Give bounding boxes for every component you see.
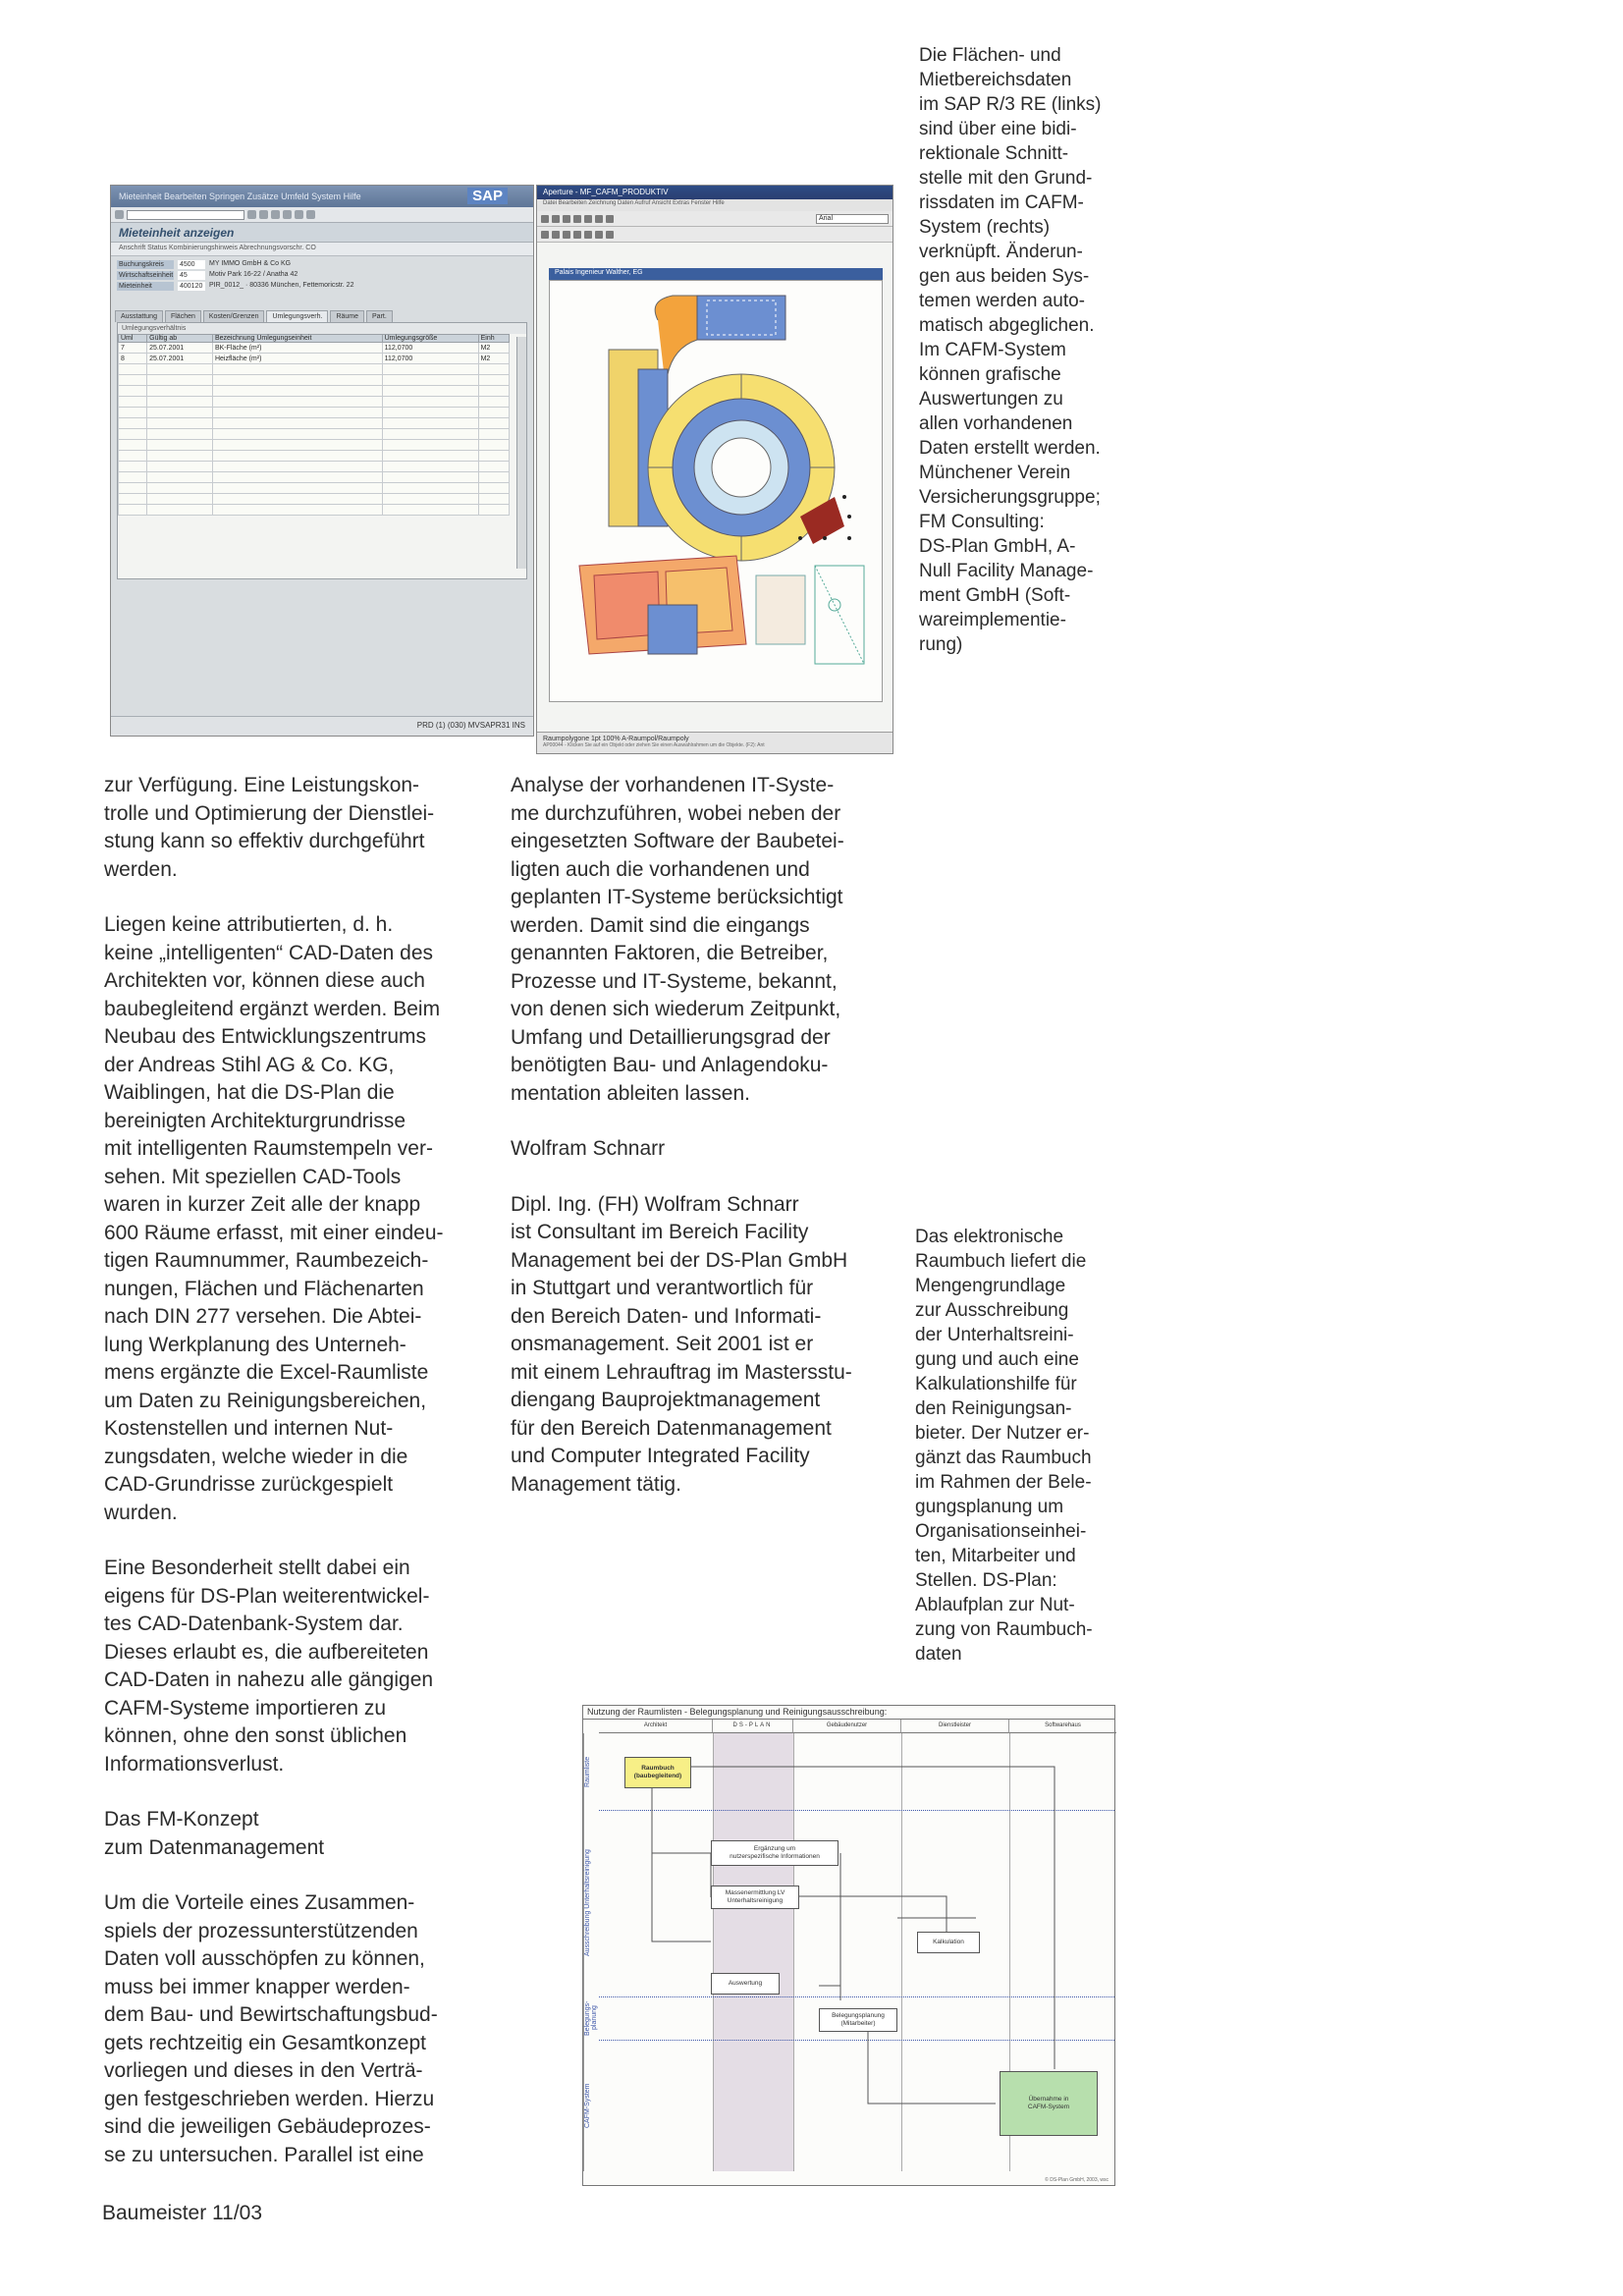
grid-caption: Umlegungsverhältnis bbox=[118, 323, 526, 334]
find-icon bbox=[306, 210, 315, 219]
table-cell bbox=[147, 429, 213, 440]
empty-table-row bbox=[119, 364, 510, 375]
table-cell bbox=[382, 462, 478, 472]
field-text: PIR_0012_ · 80336 München, Fettemoricstr. 22 bbox=[209, 282, 354, 289]
save-icon bbox=[563, 215, 570, 223]
rectangle-icon bbox=[563, 231, 570, 239]
font-dropdown: Arial bbox=[816, 214, 889, 224]
table-cell bbox=[147, 364, 213, 375]
table-cell: 112,0700 bbox=[382, 343, 478, 354]
text-icon bbox=[584, 231, 592, 239]
table-cell: M2 bbox=[478, 354, 510, 364]
field-text: Motiv Park 16-22 / Anatha 42 bbox=[209, 271, 298, 278]
table-cell bbox=[478, 483, 510, 494]
tab-kosten: Kosten/Grenzen bbox=[203, 310, 265, 322]
belegungsplanung-box: Belegungsplanung (Mitarbeiter) bbox=[819, 2008, 897, 2032]
table-cell bbox=[382, 494, 478, 505]
cafm-toolbar bbox=[537, 211, 893, 227]
empty-table-row bbox=[119, 429, 510, 440]
table-cell bbox=[119, 472, 147, 483]
table-cell bbox=[212, 408, 382, 418]
author-name: Wolfram Schnarr bbox=[511, 1137, 666, 1160]
table-cell bbox=[212, 418, 382, 429]
table-cell bbox=[382, 472, 478, 483]
table-cell bbox=[119, 375, 147, 386]
table-cell bbox=[382, 440, 478, 451]
cafm-window-screenshot bbox=[536, 185, 893, 754]
table-cell bbox=[147, 418, 213, 429]
empty-table-row bbox=[119, 483, 510, 494]
flowchart-caption: Das elektronische Raumbuch liefert die Mengengrundlage zur Ausschreibung der Unterhaltsreini- gung und auch eine Kalkulationshilfe für den Reinigungsan- bieter. Der Nutzer er- gänzt das Raumbuch im Rahmen der Bele- gungsplanung um Organisationseinhei- ten, Mitarbeiter und Stellen. DS-Plan: Ablaufplan zur Nut- zung von Raumbuch- daten bbox=[915, 1227, 1093, 1665]
table-cell bbox=[382, 364, 478, 375]
check-icon bbox=[115, 210, 124, 219]
column-header: Einh bbox=[478, 335, 510, 343]
table-cell bbox=[119, 505, 147, 516]
empty-table-row bbox=[119, 505, 510, 516]
sap-status-bar: PRD (1) (030) MVSAPR31 INS bbox=[111, 716, 533, 736]
cut-icon bbox=[584, 215, 592, 223]
back-icon bbox=[259, 210, 268, 219]
table-cell bbox=[382, 483, 478, 494]
drawing-window-title: Palais Ingenieur Walther, EG bbox=[549, 268, 883, 280]
field-label: Wirtschaftseinheit bbox=[119, 272, 174, 279]
raumbuch-box: Raumbuch (baubegleitend) bbox=[624, 1757, 691, 1788]
table-row bbox=[119, 343, 510, 354]
sap-screen-title: Mieteinheit anzeigen bbox=[111, 223, 533, 243]
table-cell bbox=[147, 494, 213, 505]
cafm-drawing-toolbar bbox=[537, 227, 893, 243]
table-cell bbox=[147, 397, 213, 408]
table-cell bbox=[212, 364, 382, 375]
empty-table-row bbox=[119, 494, 510, 505]
field-text: MY IMMO GmbH & Co KG bbox=[209, 260, 292, 267]
table-cell bbox=[382, 429, 478, 440]
table-cell bbox=[212, 505, 382, 516]
command-field bbox=[127, 210, 244, 220]
table-cell bbox=[382, 375, 478, 386]
tab-ausstattung: Ausstattung bbox=[115, 310, 163, 322]
paragraph: zur Verfügung. Eine Leistungskon- trolle und Optimierung der Dienstlei- stung kann so effektiv durchgeführt werden. bbox=[104, 774, 435, 881]
paragraph: Eine Besonderheit stellt dabei ein eigens für DS-Plan weiterentwickel- tes CAD-Datenbank-System dar. Dieses erlaubt es, die aufbereiteten CAD-Daten in nahezu alle gängigen CAFM-Systeme importieren zu können, ohne den sonst üblichen Informationsverlust. bbox=[104, 1557, 434, 1776]
section-heading: Das FM-Konzept zum Datenmanagement bbox=[104, 1808, 325, 1859]
body-column-left bbox=[104, 772, 492, 2197]
column-header: DS-PLAN bbox=[713, 1720, 793, 1733]
table-cell: 25.07.2001 bbox=[147, 343, 213, 354]
new-icon bbox=[541, 215, 549, 223]
table-cell bbox=[478, 494, 510, 505]
status-hint: AP00044 - Klicken Sie auf ein Objekt oder ziehen Sie einen Auswahlrahmen um die Objekte. (F2): Ant bbox=[543, 742, 765, 748]
table-cell bbox=[147, 505, 213, 516]
paste-icon bbox=[606, 215, 614, 223]
cafm-title-bar: Aperture - MF_CAFM_PRODUKTIV bbox=[537, 186, 893, 199]
layer-icon bbox=[595, 231, 603, 239]
table-cell bbox=[382, 386, 478, 397]
screenshot-caption: Die Flächen- und Mietbereichsdaten im SAP R/3 RE (links) sind über eine bidi- rektionale Schnitt- stelle mit den Grund- rissdaten im CAFM- System (rechts) verknüpft. Änderun- gen aus beiden Sys- temen werden auto- matisch abgeglichen. Im CAFM-System können grafische Auswertungen zu allen vorhandenen Daten erstellt werden. Münchener Verein Versicherungsgruppe; FM Consulting: DS-Plan GmbH, A- Null Facility Manage- ment GmbH (Soft- wareimplementie- rung) bbox=[919, 45, 1102, 655]
line-icon bbox=[552, 231, 560, 239]
table-cell bbox=[147, 408, 213, 418]
table-cell bbox=[212, 472, 382, 483]
table-cell bbox=[119, 364, 147, 375]
field-value: 45 bbox=[178, 271, 205, 280]
table-cell bbox=[147, 375, 213, 386]
table-cell bbox=[212, 386, 382, 397]
pointer-icon bbox=[541, 231, 549, 239]
table-cell bbox=[212, 429, 382, 440]
empty-table-row bbox=[119, 472, 510, 483]
table-cell bbox=[478, 472, 510, 483]
cafm-uebernahme-box: Übernahme in CAFM-System bbox=[1000, 2071, 1098, 2136]
table-cell bbox=[119, 440, 147, 451]
table-cell bbox=[382, 451, 478, 462]
column-header: Dienstleister bbox=[901, 1720, 1009, 1733]
ergaenzung-box: Ergänzung um nutzerspezifische Informationen bbox=[711, 1840, 839, 1866]
field-value: 4500 bbox=[178, 260, 205, 269]
massenermittlung-box: Massenermittlung LV Unterhaltsreinigung bbox=[711, 1886, 799, 1909]
table-cell bbox=[478, 462, 510, 472]
print-icon bbox=[573, 215, 581, 223]
table-cell bbox=[147, 386, 213, 397]
table-cell bbox=[119, 429, 147, 440]
sap-logo: SAP bbox=[467, 188, 508, 204]
column-header: Uml bbox=[119, 335, 147, 343]
table-cell bbox=[478, 451, 510, 462]
table-cell bbox=[119, 494, 147, 505]
table-cell bbox=[212, 397, 382, 408]
table-cell bbox=[147, 462, 213, 472]
cafm-status-bar bbox=[537, 732, 893, 753]
table-cell bbox=[478, 364, 510, 375]
floor-plan-drawing bbox=[550, 281, 884, 703]
sap-table-control bbox=[117, 322, 527, 579]
tab-flaechen: Flächen bbox=[165, 310, 201, 322]
table-cell bbox=[382, 397, 478, 408]
sap-menu-bar bbox=[111, 186, 533, 207]
column-header: Softwarehaus bbox=[1009, 1720, 1116, 1733]
table-cell: BK-Fläche (m²) bbox=[212, 343, 382, 354]
open-icon bbox=[552, 215, 560, 223]
lane-label: CAFM-System bbox=[583, 2040, 599, 2171]
empty-table-row bbox=[119, 397, 510, 408]
field-value: 400120 bbox=[178, 282, 205, 291]
zoom-icon bbox=[606, 231, 614, 239]
exit-icon bbox=[271, 210, 280, 219]
table-cell bbox=[147, 451, 213, 462]
table-cell bbox=[212, 451, 382, 462]
polygon-icon bbox=[573, 231, 581, 239]
auswertung-box: Auswertung bbox=[711, 1973, 780, 1995]
sap-window-screenshot bbox=[110, 185, 534, 737]
print-icon bbox=[295, 210, 303, 219]
table-cell bbox=[478, 397, 510, 408]
sap-menu-text: Mieteinheit Bearbeiten Springen Zusätze Umfeld System Hilfe bbox=[119, 191, 361, 201]
column-header: Gebäudenutzer bbox=[793, 1720, 901, 1733]
table-cell: 25.07.2001 bbox=[147, 354, 213, 364]
table-cell bbox=[147, 483, 213, 494]
table-cell bbox=[212, 440, 382, 451]
flowchart-figure bbox=[582, 1705, 1115, 2186]
status-text: Raumpolygone 1pt 100% A-Raumpol/Raumpoly bbox=[543, 736, 689, 742]
empty-table-row bbox=[119, 462, 510, 472]
kalkulation-box: Kalkulation bbox=[917, 1932, 980, 1953]
tab-partner: Part. bbox=[366, 310, 393, 322]
tab-raeume: Räume bbox=[330, 310, 364, 322]
flowchart-title: Nutzung der Raumlisten - Belegungsplanung und Reinigungsausschreibung: bbox=[583, 1706, 1114, 1720]
table-row bbox=[119, 354, 510, 364]
field-label: Mieteinheit bbox=[117, 282, 174, 291]
table-cell bbox=[212, 483, 382, 494]
paragraph: Analyse der vorhandenen IT-Syste- me durchzuführen, wobei neben der eingesetzten Software der Baubetei- ligten auch die vorhandenen und geplanten IT-Systeme berücksichtigt werden. Damit sind die eingangs genannten Faktoren, die Betreiber, Prozesse und IT-Systeme, bekannt, von denen sich wiederum Zeitpunkt, Umfang und Detaillierungsgrad der benötigten Bau- und Anlagendoku- mentation ableiten lassen. bbox=[511, 774, 844, 1105]
table-cell bbox=[478, 429, 510, 440]
paragraph: Liegen keine attributierten, d. h. keine „intelligenten“ CAD-Daten des Architekten vor, können diese auch baubegleitend ergänzt werden. Beim Neubau des Entwicklungszentrums der Andreas Stihl AG & Co. KG, Waiblingen, hat die DS-Plan die bereinigten Architekturgrundrisse mit intelligenten Raumstempeln ver- sehen. Mit speziellen CAD-Tools waren in kurzer Zeit alle der knapp 600 Räume erfasst, mit einer eindeu- tigen Raumnummer, Raumbezeich- nungen, Flächen und Flächenarten nach DIN 277 versehen. Die Abtei- lung Werkplanung des Unterneh- mens ergänzte die Excel-Raumliste um Daten zu Reinigungsbereichen, Kostenstellen und internen Nut- zungsdaten, welche wieder in die CAD-Grundrisse zurückgespielt wurden. bbox=[104, 913, 444, 1524]
table-cell bbox=[382, 505, 478, 516]
empty-table-row bbox=[119, 375, 510, 386]
table-cell bbox=[382, 418, 478, 429]
empty-table-row bbox=[119, 440, 510, 451]
floor-plan-canvas bbox=[549, 280, 883, 702]
lane-label: Ausschreibung Unterhaltsreinigung bbox=[583, 1810, 599, 1996]
lane-label: Belegungs- planung bbox=[583, 1996, 599, 2040]
table-cell bbox=[212, 375, 382, 386]
table-cell bbox=[119, 418, 147, 429]
cancel-icon bbox=[283, 210, 292, 219]
table-cell bbox=[147, 440, 213, 451]
field-label: Buchungskreis bbox=[117, 260, 174, 269]
body-column-right bbox=[511, 772, 903, 1526]
column-header: Bezeichnung Umlegungseinheit bbox=[212, 335, 382, 343]
table-cell bbox=[212, 462, 382, 472]
table-cell: 112,0700 bbox=[382, 354, 478, 364]
tab-umlegung: Umlegungsverh. bbox=[266, 310, 328, 322]
author-bio: Dipl. Ing. (FH) Wolfram Schnarr ist Consultant im Bereich Facility Management bei der DS-Plan GmbH in Stuttgart und verantwortlich für den Bereich Daten- und Informati- onsmanagement. Seit 2001 ist er mit einem Lehrauftrag im Mastersstu- diengang Bauprojektmanagement für den Bereich Datenmanagement und Computer Integrated Facility Management tätig. bbox=[511, 1192, 852, 1496]
table-cell: 8 bbox=[119, 354, 147, 364]
table-scrollbar bbox=[516, 337, 526, 569]
table-cell bbox=[147, 472, 213, 483]
table-cell: M2 bbox=[478, 343, 510, 354]
page-footer: Baumeister 11/03 bbox=[102, 2202, 263, 2224]
table-cell bbox=[119, 483, 147, 494]
umlegung-table bbox=[118, 334, 510, 516]
sap-command-bar bbox=[111, 207, 533, 223]
table-cell bbox=[119, 397, 147, 408]
table-cell bbox=[119, 462, 147, 472]
table-cell: 7 bbox=[119, 343, 147, 354]
table-cell bbox=[119, 408, 147, 418]
sap-header-fields bbox=[111, 256, 533, 297]
table-cell bbox=[478, 418, 510, 429]
table-cell bbox=[478, 408, 510, 418]
empty-table-row bbox=[119, 418, 510, 429]
table-cell bbox=[382, 408, 478, 418]
table-cell: Heizfläche (m²) bbox=[212, 354, 382, 364]
table-cell bbox=[212, 494, 382, 505]
column-header: Gültig ab bbox=[147, 335, 213, 343]
empty-table-row bbox=[119, 386, 510, 397]
flowchart-copyright: © DS-Plan GmbH, 2003, wsc bbox=[1045, 2177, 1109, 2183]
copy-icon bbox=[595, 215, 603, 223]
table-cell bbox=[119, 451, 147, 462]
lane-label: Raumliste bbox=[583, 1733, 599, 1810]
column-header: Umlegungsgröße bbox=[382, 335, 478, 343]
paragraph: Um die Vorteile eines Zusammen- spiels der prozessunterstützenden Daten voll ausschöpfen zu können, muss bei immer knapper werden- dem Bau- und Bewirtschaftungsbud- gets rechtzeitig ein Gesamtkonzept vorliegen und dieses in den Verträ- gen festgeschrieben werden. Hierzu sind die jeweiligen Gebäudeprozes- se zu untersuchen. Parallel ist eine bbox=[104, 1891, 438, 2166]
save-icon bbox=[247, 210, 256, 219]
empty-table-row bbox=[119, 451, 510, 462]
table-cell bbox=[119, 386, 147, 397]
column-header: Architekt bbox=[599, 1720, 713, 1733]
table-cell bbox=[478, 440, 510, 451]
sap-application-toolbar: Anschrift Status Kombinierungshinweis Abrechnungsvorschr. CO bbox=[111, 243, 533, 256]
cafm-menu-bar: Datei Bearbeiten Zeichnung Daten Aufruf Ansicht Extras Fenster Hilfe bbox=[537, 199, 893, 211]
table-cell bbox=[478, 505, 510, 516]
table-cell bbox=[478, 375, 510, 386]
empty-table-row bbox=[119, 408, 510, 418]
sap-tabstrip bbox=[111, 310, 533, 322]
table-cell bbox=[478, 386, 510, 397]
